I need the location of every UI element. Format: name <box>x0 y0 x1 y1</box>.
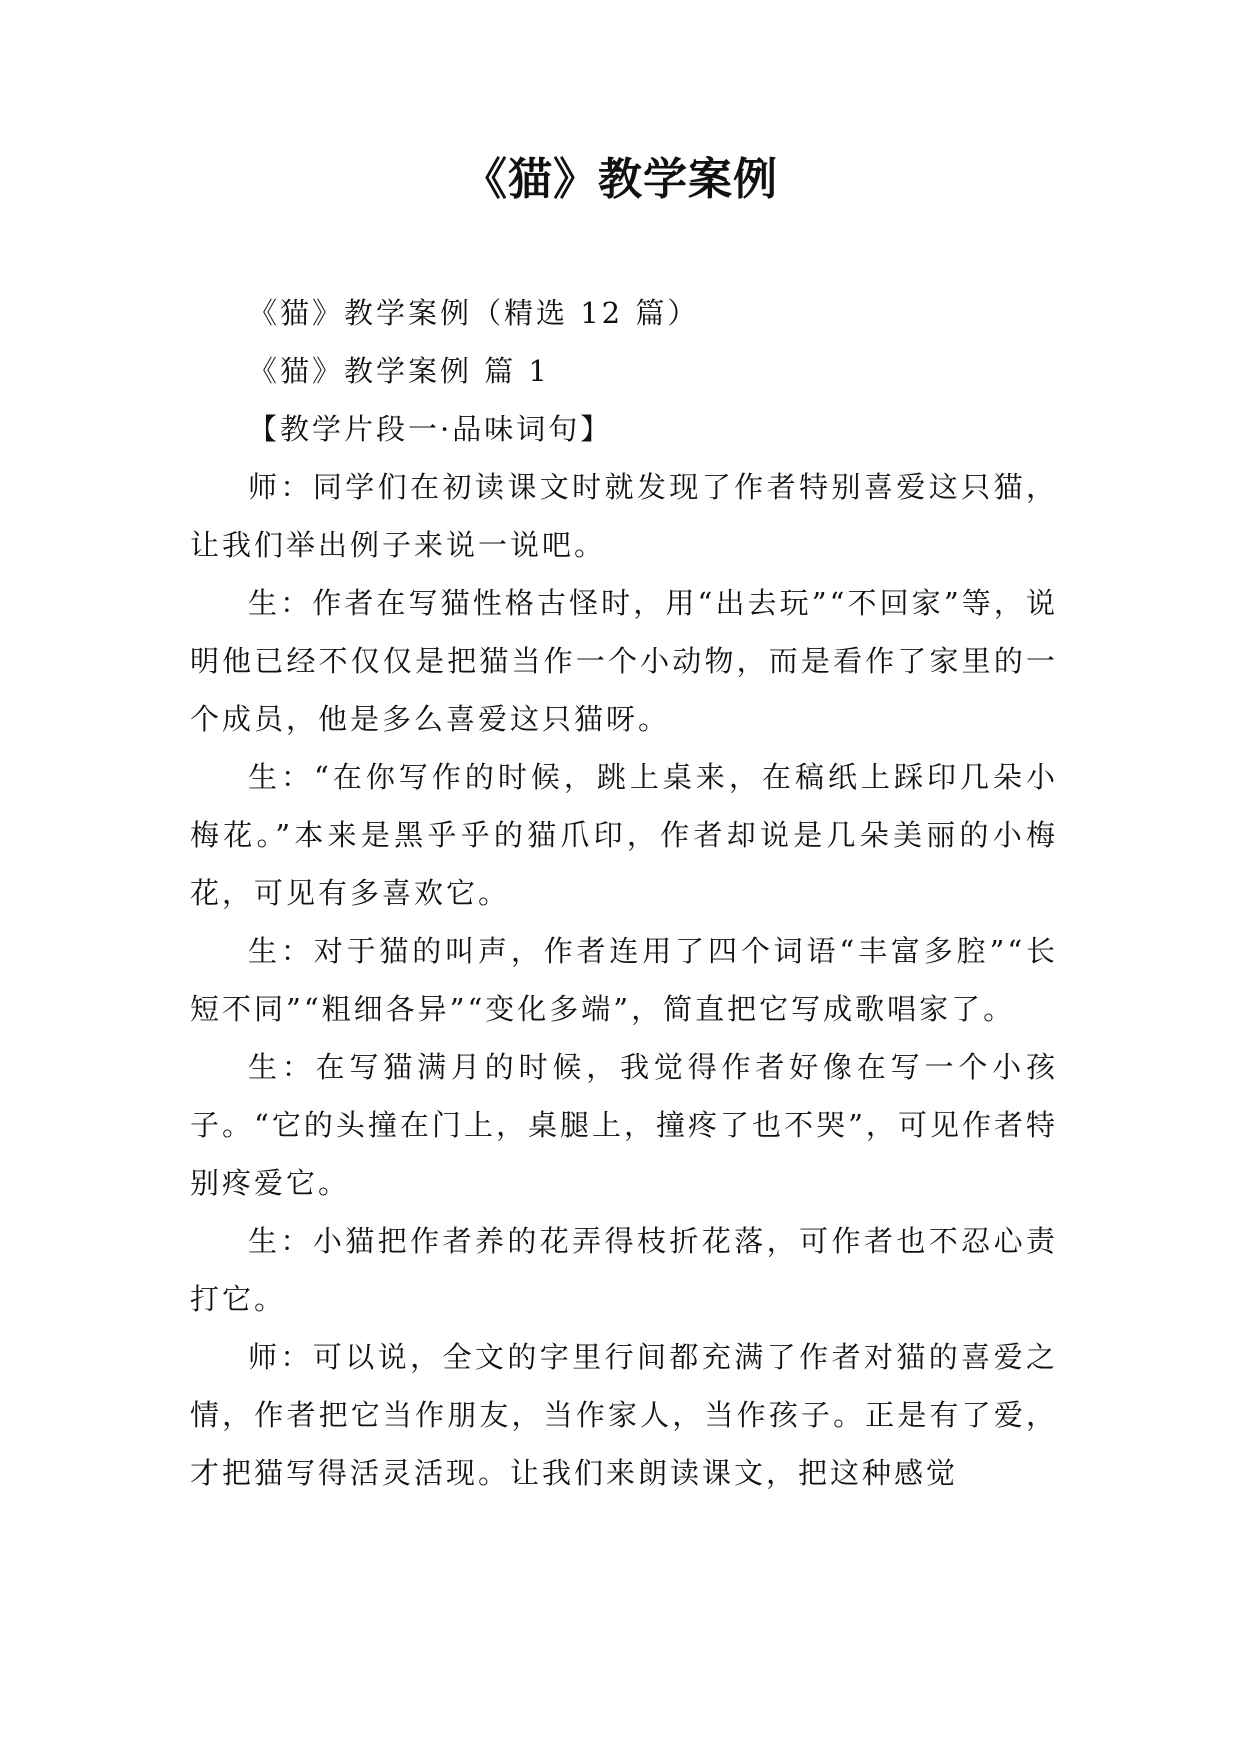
paragraph-teacher-1: 师：同学们在初读课文时就发现了作者特别喜爱这只猫，让我们举出例子来说一说吧。 <box>190 470 1058 562</box>
document-title: 《猫》教学案例 <box>463 154 778 205</box>
document-body <box>190 284 1058 1502</box>
paragraph-part-heading: 《猫》教学案例 篇 1 <box>248 354 550 388</box>
paragraph-student-1: 生：作者在写猫性格古怪时，用“出去玩”“不回家”等，说明他已经不仅仅是把猫当作一个小动物，而是看作了家里的一个成员，他是多么喜爱这只猫呀。 <box>190 586 1058 736</box>
paragraph-teacher-2: 师：可以说，全文的字里行间都充满了作者对猫的喜爱之情，作者把它当作朋友，当作家人，当作孩子。正是有了爱，才把猫写得活灵活现。让我们来朗读课文，把这种感觉 <box>190 1340 1058 1490</box>
paragraph-student-5: 生：小猫把作者养的花弄得枝折花落，可作者也不忍心责打它。 <box>190 1224 1058 1316</box>
paragraph-student-4: 生：在写猫满月的时候，我觉得作者好像在写一个小孩子。“它的头撞在门上，桌腿上，撞疼了也不哭”，可见作者特别疼爱它。 <box>190 1050 1058 1200</box>
paragraph-student-2: 生：“在你写作的时候，跳上桌来，在稿纸上踩印几朵小梅花。”本来是黑乎乎的猫爪印，作者却说是几朵美丽的小梅花，可见有多喜欢它。 <box>190 760 1058 910</box>
paragraph-collection-heading: 《猫》教学案例（精选 12 篇） <box>248 296 700 330</box>
paragraph-student-3: 生：对于猫的叫声，作者连用了四个词语“丰富多腔”“长短不同”“粗细各异”“变化多端”，简直把它写成歌唱家了。 <box>190 934 1058 1026</box>
paragraph-section-heading: 【教学片段一·品味词句】 <box>248 412 613 446</box>
